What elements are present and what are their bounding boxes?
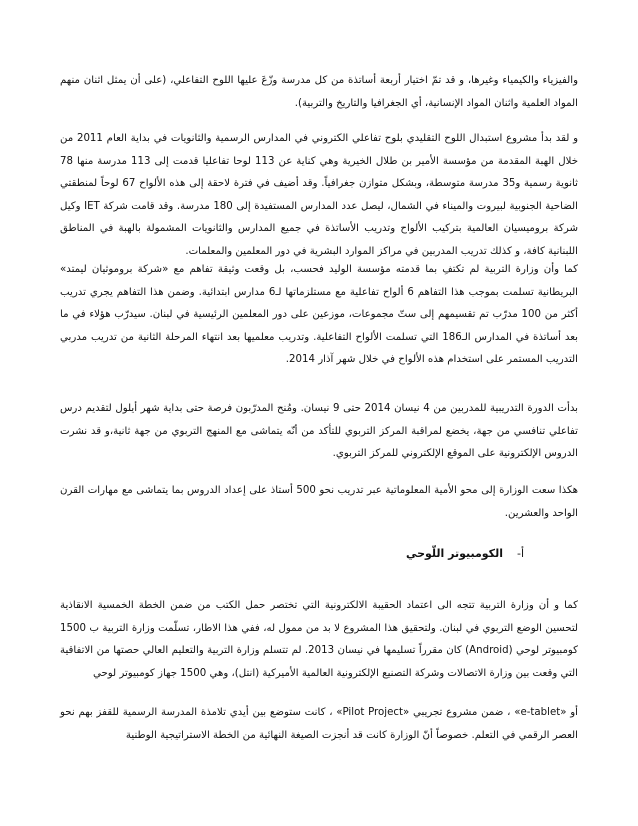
section-heading-title: الكومبيوتر اللّوحي <box>405 547 503 560</box>
section-heading-marker: أ- <box>516 547 524 560</box>
paragraph-pilot-project: أو «e-tablet» ، ضمن مشروع تجريبي «Pilot Project» ، كانت ستوضع بين أيدي تلامذة المدرسة الرسمية للقفز بهم نحو العصر الرقمي في التعلم. خصوصاً أنّ الوزارة كانت قد أنجزت الصيغة النهائية من الخطة الاستراتيجية الوطنية <box>60 707 578 741</box>
section-heading-tablet <box>406 544 524 564</box>
paragraph-interactive-board-project: و لقد بدأ مشروع استبدال اللوح التقليدي بلوح تفاعلي الكتروني في المدارس الرسمية والثانويات في بداية العام 2011 من خلال الهبة المقدمة من مؤسسة الأمير بن طلال الخيرية وهي كناية عن 113 لوحا تفاعليا قدمت إلى 113 مدرسة منها 78 ثانوية رسمية و35 مدرسة متوسطة، وبشكل متوازن جغرافياً. وقد أضيف في فترة لاحقة إلى هذه الألواح 67 لوحاً لمنطقتي الضاحية الجنوبية لبيروت والميناء في الشمال، ليصل عدد المدارس المستفيدة إلى 180 مدرسة. وقد قامت شركة IET وكيل شركة بروميسيان العالمية بتركيب الألواح وتدريب الأساتذة في جميع المدارس والثانويات المشمولة بالهبة في المناطق اللبنانية كافة، و كذلك تدريب المدربين في مراكز الموارد البشرية في دور المعلمين والمعلمات. <box>60 133 578 257</box>
paragraph-digital-literacy: هكذا سعت الوزارة إلى محو الأمية المعلوماتية عبر تدريب نحو 500 أستاذ على إعداد الدروس بما يتماشى مع مهارات القرن الواحد والعشرين. <box>60 485 578 519</box>
paragraph-promethean-agreement: كما وأن وزارة التربية لم تكتفِ بما قدمته مؤسسة الوليد فحسب، بل وقعت وثيقة تفاهم مع «شركة بروموثيان ليمتد» البريطانية تسلمت بموجب هذا التفاهم 6 ألواح تفاعلية مع مستلزماتها لـ6 مدارس ابتدائية. وضمن هذا التفاهم يجري تدريب أكثر من 100 مدرّب تم تقسيمهم إلى ستّ مجموعات، موزعين على دور المعلمين الرئيسية في لبنان. سيدرّب هؤلاء في ما بعد أساتذة في المدارس الـ186 التي تسلمت الألواح التفاعلية. وتدريب معلميها بعد انتهاء المرحلة الثانية من تدريب مدربي التدريب المستمر على استخدام هذه الألواح في خلال شهر آذار 2014. <box>60 264 578 365</box>
paragraph-training-course: بدأت الدورة التدريبية للمدربين من 4 نيسان 2014 حتى 9 نيسان. ومُنح المدرّبون فرصة حتى بداية شهر أيلول لتقديم درس تفاعلي تنافسي من جهة، يخضع لمراقبة المركز التربوي للتأكد من أنّه يتماشى مع المنهج التربوي من جهة ثانية،و قد نشرت الدروس الإلكترونية على الموقع الإلكتروني للمركز التربوي. <box>60 403 578 459</box>
paragraph-teachers-selection: والفيزياء والكيمياء وغيرها، و قد تمّ اختيار أربعة أساتذة من كل مدرسة وزّعَ عليها اللوح التفاعلي، (على أن يمثل اثنان منهم المواد العلمية واثنان المواد الإنسانية، أي الجغرافيا والتاريخ والتربية). <box>60 75 578 109</box>
paragraph-electronic-bag: كما و أن وزارة التربية تتجه الى اعتماد الحقيبة الالكترونية التي تختصر حمل الكتب من ضمن الخطة الخمسية الانقاذية لتحسين الوضع التربوي في لبنان. ولتحقيق هذا المشروع لا بد من ممول له، ففي هذا الاطار، تسلّمت وزارة التربية ب 1500 كومبيوتر لوحي (Android) كان مقرراً تسليمها في نيسان 2013. لم تتسلم وزارة التربية والتعليم العالي حصتها من الاتفاقية التي وقعت بين وزارة الاتصالات وشركة التصنيع الإلكترونية العالمية الأميركية (انتل)، وهي 1500 جهاز كومبيوتر لوحي <box>60 600 579 679</box>
